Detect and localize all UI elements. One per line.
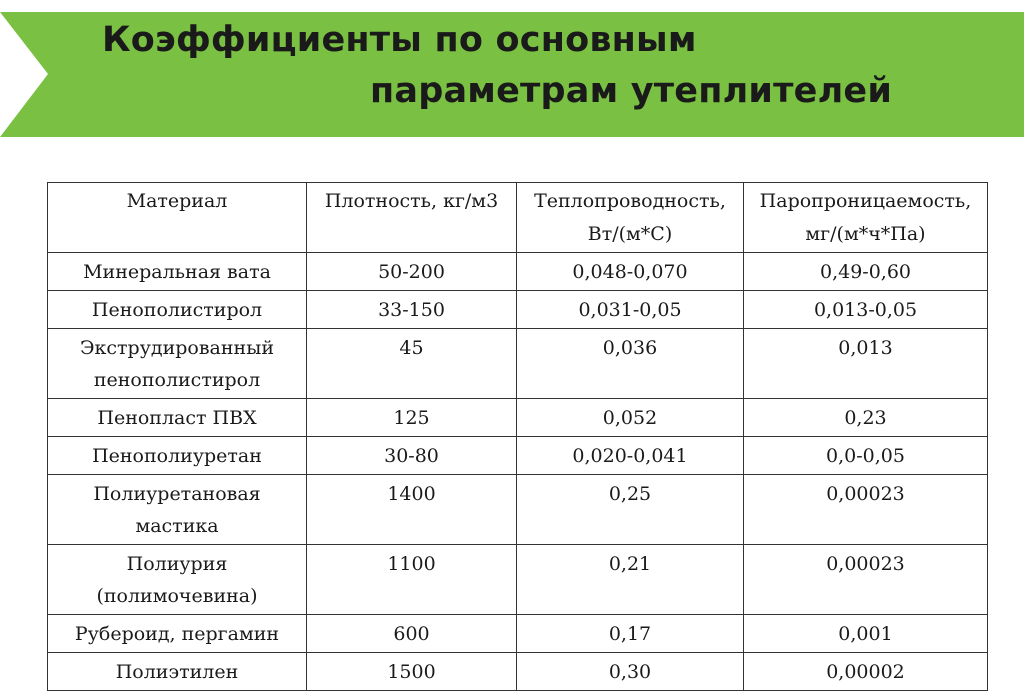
cell-density: 125 xyxy=(307,399,517,437)
column-header-thermal-conductivity: Теплопроводность, Вт/(м*С) xyxy=(517,183,744,253)
cell-density: 1400 xyxy=(307,475,517,545)
cell-vapor-permeability: 0,013-0,05 xyxy=(744,291,988,329)
table-header xyxy=(48,183,988,253)
page-title-line-1: Коэффициенты по основным xyxy=(102,20,697,60)
cell-material: Пенополистирол xyxy=(48,291,307,329)
cell-density: 33-150 xyxy=(307,291,517,329)
table-row xyxy=(48,291,988,329)
cell-density: 1100 xyxy=(307,545,517,615)
cell-material: Минеральная вата xyxy=(48,253,307,291)
cell-material: Пенополиуретан xyxy=(48,437,307,475)
table-row xyxy=(48,399,988,437)
column-header-material: Материал xyxy=(48,183,307,253)
cell-density: 30-80 xyxy=(307,437,517,475)
cell-thermal-conductivity: 0,031-0,05 xyxy=(517,291,744,329)
insulation-parameters-table xyxy=(47,182,988,691)
cell-vapor-permeability: 0,00002 xyxy=(744,653,988,691)
column-header-vapor-permeability: Паропроницаемость, мг/(м*ч*Па) xyxy=(744,183,988,253)
cell-material: Полиуретановая мастика xyxy=(48,475,307,545)
cell-thermal-conductivity: 0,052 xyxy=(517,399,744,437)
table-row xyxy=(48,475,988,545)
table-row xyxy=(48,253,988,291)
cell-density: 45 xyxy=(307,329,517,399)
column-header-density: Плотность, кг/м3 xyxy=(307,183,517,253)
cell-vapor-permeability: 0,23 xyxy=(744,399,988,437)
table-row xyxy=(48,615,988,653)
cell-material: Полиурия (полимочевина) xyxy=(48,545,307,615)
cell-vapor-permeability: 0,0-0,05 xyxy=(744,437,988,475)
cell-vapor-permeability: 0,013 xyxy=(744,329,988,399)
cell-thermal-conductivity: 0,25 xyxy=(517,475,744,545)
table-row xyxy=(48,653,988,691)
cell-vapor-permeability: 0,001 xyxy=(744,615,988,653)
cell-material: Полиэтилен xyxy=(48,653,307,691)
cell-thermal-conductivity: 0,036 xyxy=(517,329,744,399)
table-header-row xyxy=(48,183,988,253)
cell-material: Экструдированный пенополистирол xyxy=(48,329,307,399)
cell-density: 50-200 xyxy=(307,253,517,291)
page-title-line-2: параметрам утеплителей xyxy=(370,71,893,111)
cell-density: 600 xyxy=(307,615,517,653)
cell-thermal-conductivity: 0,30 xyxy=(517,653,744,691)
cell-vapor-permeability: 0,00023 xyxy=(744,545,988,615)
cell-thermal-conductivity: 0,048-0,070 xyxy=(517,253,744,291)
cell-material: Пенопласт ПВХ xyxy=(48,399,307,437)
cell-material: Рубероид, пергамин xyxy=(48,615,307,653)
cell-thermal-conductivity: 0,21 xyxy=(517,545,744,615)
cell-thermal-conductivity: 0,17 xyxy=(517,615,744,653)
table-body xyxy=(48,253,988,691)
cell-vapor-permeability: 0,49-0,60 xyxy=(744,253,988,291)
table-row xyxy=(48,329,988,399)
cell-vapor-permeability: 0,00023 xyxy=(744,475,988,545)
cell-thermal-conductivity: 0,020-0,041 xyxy=(517,437,744,475)
cell-density: 1500 xyxy=(307,653,517,691)
table-row xyxy=(48,545,988,615)
table-row xyxy=(48,437,988,475)
